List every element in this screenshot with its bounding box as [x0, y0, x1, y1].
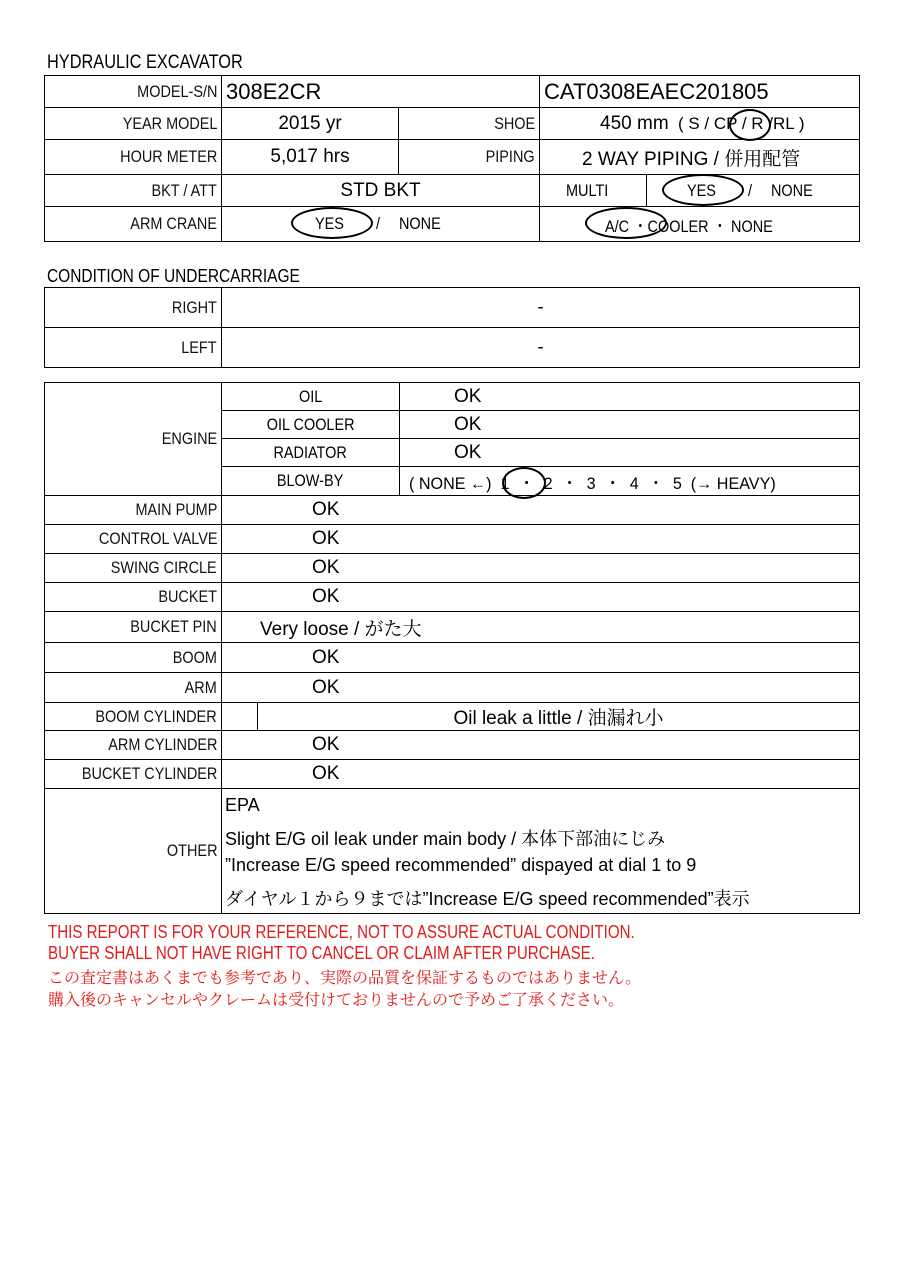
undercarriage-table	[44, 287, 860, 368]
arm-crane-yes: YES	[315, 214, 344, 233]
oil-label: OIL	[222, 383, 400, 411]
multi-yes: YES	[687, 180, 716, 200]
arm-crane-label: ARM CRANE	[45, 207, 222, 242]
page-title: HYDRAULIC EXCAVATOR	[47, 52, 243, 73]
left-value: -	[222, 328, 860, 368]
bucket-label: BUCKET	[45, 583, 222, 612]
condition-table	[44, 382, 860, 914]
arm-crane-sep: /	[375, 214, 380, 233]
shoe-label: SHOE	[399, 108, 540, 140]
control-valve-value: OK	[222, 525, 860, 554]
arm-label: ARM	[45, 673, 222, 703]
year-value: 2015 yr	[222, 108, 399, 140]
arm-crane-none: NONE	[399, 214, 441, 233]
piping-label: PIPING	[399, 140, 540, 175]
disclaimer-line: この査定書はあくまでも参考であり、実際の品質を保証するものではありません。	[48, 970, 641, 987]
multi-none: NONE	[771, 180, 814, 200]
hours-value: 5,017 hrs	[222, 140, 399, 175]
bucket-cylinder-value: OK	[222, 760, 860, 789]
right-label: RIGHT	[45, 288, 222, 328]
model-sn-label: MODEL-S/N	[45, 76, 222, 108]
bucket-cylinder-label: BUCKET CYLINDER	[45, 760, 222, 789]
arm-crane-options	[222, 207, 540, 242]
disclaimer-line: 購入後のキャンセルやクレームは受付けておりませんので予めご了承ください。	[48, 992, 625, 1009]
arm-cylinder-value: OK	[222, 731, 860, 760]
bkt-att-label: BKT / ATT	[45, 175, 222, 207]
shoe-options: ( S / CP / R /RL )	[677, 113, 805, 133]
multi-label: MULTI	[540, 175, 647, 207]
boom-label: BOOM	[45, 643, 222, 673]
boom-cylinder-blank-cell	[222, 703, 258, 731]
arm-cylinder-label: ARM CYLINDER	[45, 731, 222, 760]
shoe-width: 450 mm	[600, 112, 669, 134]
hour-meter-label: HOUR METER	[45, 140, 222, 175]
bkt-value: STD BKT	[222, 175, 540, 207]
blowby-label: BLOW-BY	[222, 467, 400, 496]
engine-label: ENGINE	[45, 383, 222, 496]
piping-value: 2 WAY PIPING / 併用配管	[540, 140, 860, 175]
oil-cooler-label: OIL COOLER	[222, 411, 400, 439]
model-value: 308E2CR	[222, 76, 540, 108]
year-label: YEAR MODEL	[45, 108, 222, 140]
undercarriage-heading: CONDITION OF UNDERCARRIAGE	[47, 266, 300, 286]
arm-value: OK	[222, 673, 860, 703]
spec-table	[44, 75, 860, 242]
boom-cylinder-value: Oil leak a little / 油漏れ小	[258, 703, 860, 731]
right-value: -	[222, 288, 860, 328]
bucket-value: OK	[222, 583, 860, 612]
bucket-pin-label: BUCKET PIN	[45, 612, 222, 643]
multi-sep: /	[747, 180, 752, 200]
other-notes	[222, 789, 860, 914]
radiator-value: OK	[400, 439, 860, 467]
multi-options	[647, 175, 860, 207]
other-line: Slight E/G oil leak under main body / 本体下部油にじみ	[225, 829, 666, 849]
oil-cooler-value: OK	[400, 411, 860, 439]
bucket-pin-value: Very loose / がた大	[222, 612, 860, 643]
swing-circle-value: OK	[222, 554, 860, 583]
other-line: ダイヤル１から９までは”Increase E/G speed recommended”表示	[225, 889, 750, 909]
blowby-scale: ( NONE ←) 1 ・ 2 ・ 3 ・ 4 ・ 5 (→ HEAVY)	[400, 467, 860, 496]
disclaimer-line: BUYER SHALL NOT HAVE RIGHT TO CANCEL OR CLAIM AFTER PURCHASE.	[48, 943, 595, 963]
boom-value: OK	[222, 643, 860, 673]
other-label: OTHER	[45, 789, 222, 914]
oil-value: OK	[400, 383, 860, 411]
radiator-label: RADIATOR	[222, 439, 400, 467]
boom-cylinder-label: BOOM CYLINDER	[45, 703, 222, 731]
main-pump-value: OK	[222, 496, 860, 525]
control-valve-label: CONTROL VALVE	[45, 525, 222, 554]
swing-circle-label: SWING CIRCLE	[45, 554, 222, 583]
other-line: ”Increase E/G speed recommended” dispayed at dial 1 to 9	[225, 855, 697, 875]
main-pump-label: MAIN PUMP	[45, 496, 222, 525]
other-line: EPA	[225, 795, 260, 815]
disclaimer-line: THIS REPORT IS FOR YOUR REFERENCE, NOT TO ASSURE ACTUAL CONDITION.	[48, 922, 635, 942]
left-label: LEFT	[45, 328, 222, 368]
shoe-value	[540, 108, 860, 140]
serial-value: CAT0308EAEC201805	[540, 76, 860, 108]
ac-options: A/C ・COOLER ・ NONE	[540, 207, 860, 242]
